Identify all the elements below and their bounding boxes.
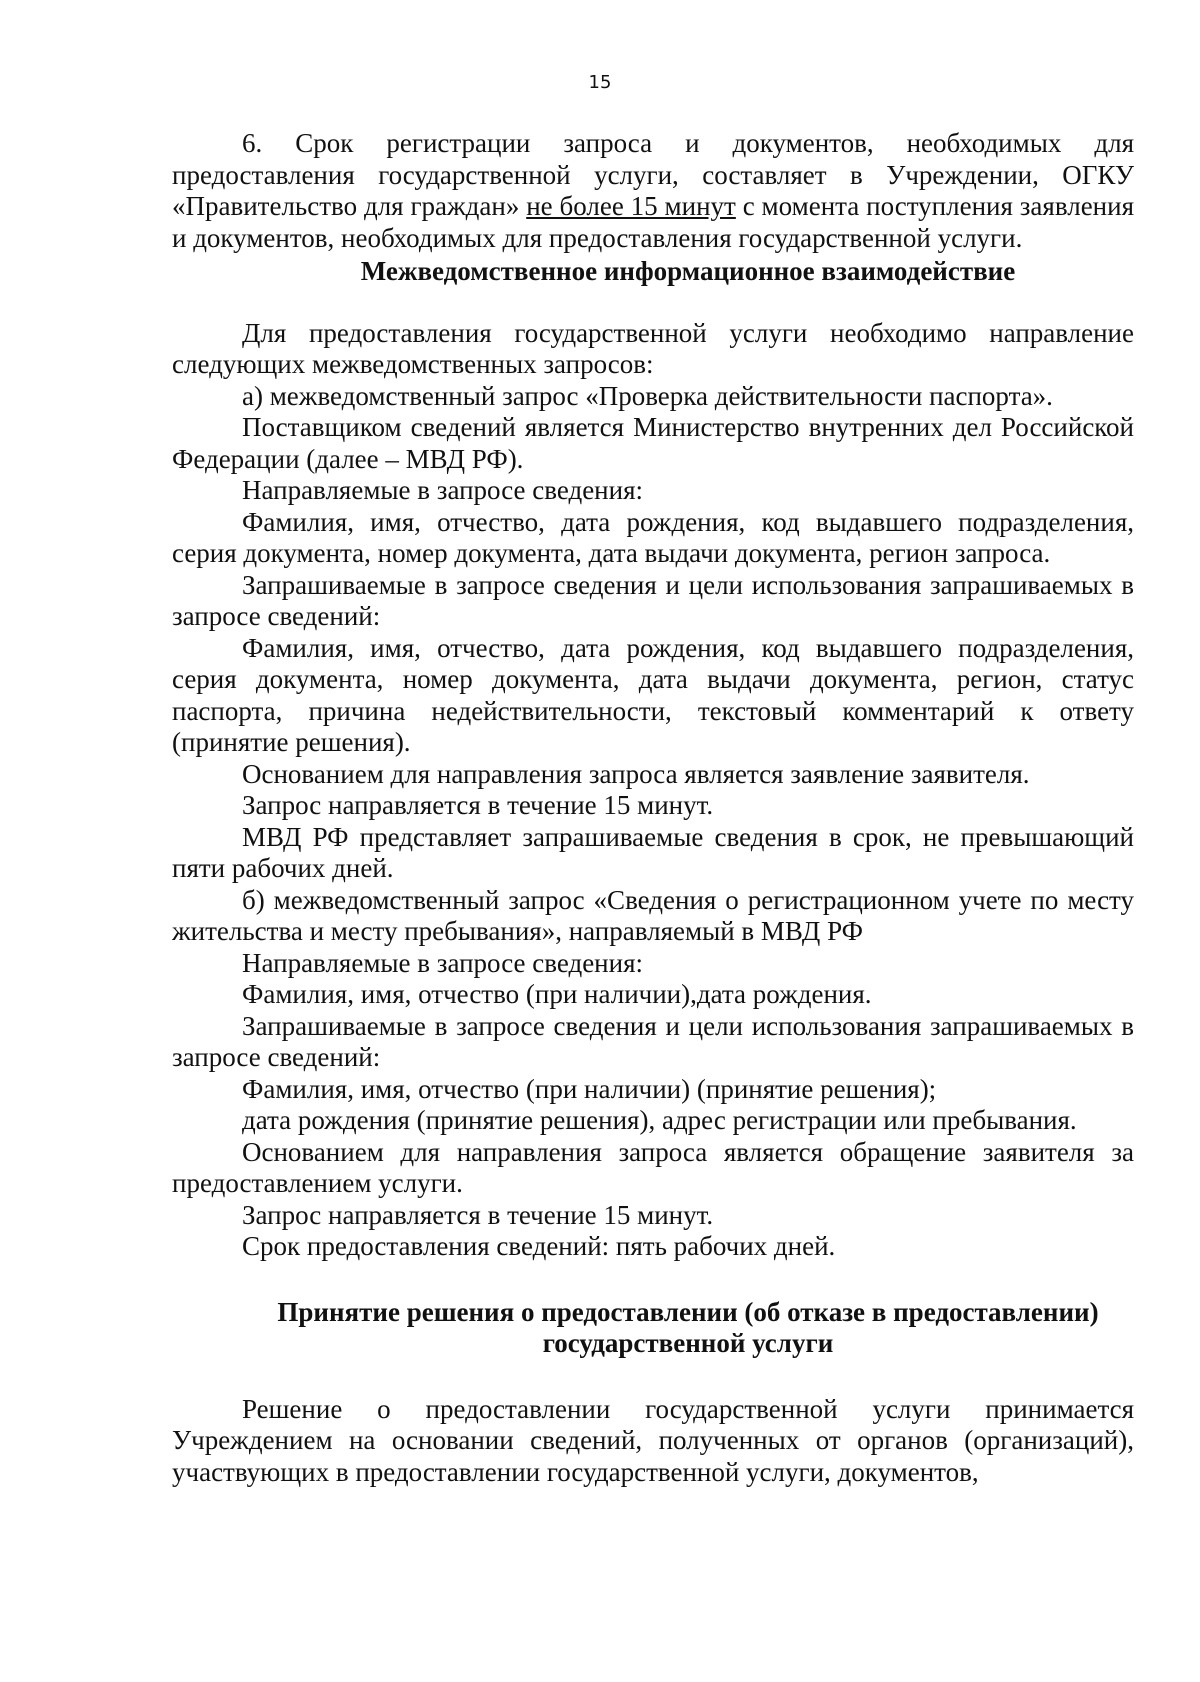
request-a-provider: Поставщиком сведений является Министерство внутренних дел Российской Федерации (далее – МВД РФ). [172, 412, 1134, 474]
request-b-timing: Запрос направляется в течение 15 минут. [242, 1199, 714, 1230]
request-a-sent-label: Направляемые в запросе сведения: [242, 475, 643, 505]
paragraph-6 [172, 128, 1134, 254]
request-a-sent-fields: Фамилия, имя, отчество, дата рождения, код выдавшего подразделения, серия документа, номер документа, дата выдачи документа, регион запроса. [172, 506, 1134, 568]
heading-decision: Принятие решения о предоставлении (об отказе в предоставлении) государственной услуги [277, 1296, 1099, 1358]
request-a-term: МВД РФ представляет запрашиваемые сведения в срок, не превышающий пяти рабочих дней. [172, 821, 1134, 883]
request-b-basis: Основанием для направления запроса является обращение заявителя за предоставлением услуги. [172, 1136, 1134, 1198]
request-b-requested-2: дата рождения (принятие решения), адрес регистрации или пребывания. [242, 1105, 1077, 1135]
request-b-requested-1: Фамилия, имя, отчество (при наличии) (принятие решения); [242, 1073, 937, 1104]
paragraph-6-start: 6. Срок регистрации запроса и документов, необходимых для предоставления государственной услуги, составляет в Учреждении, ОГКУ «Правительство для граждан» [172, 128, 1134, 221]
request-a-basis: Основанием для направления запроса является заявление заявителя. [242, 758, 1030, 789]
request-b-title: б) межведомственный запрос «Сведения о регистрационном учете по месту жительства и месту пребывания», направляемый в МВД РФ [172, 884, 1134, 946]
document-body [172, 128, 1134, 1488]
request-a-title: а) межведомственный запрос «Проверка действительности паспорта». [242, 380, 1053, 411]
decision-paragraph: Решение о предоставлении государственной услуги принимается Учреждением на основании сведений, полученных от органов (организаций), участвующих в предоставлении государственной услуги, документов, [172, 1393, 1134, 1487]
request-b-sent-fields: Фамилия, имя, отчество (при наличии),дата рождения. [242, 979, 872, 1009]
request-a-requested-label: Запрашиваемые в запросе сведения и цели использования запрашиваемых в запросе сведений: [172, 569, 1134, 631]
request-b-requested-label: Запрашиваемые в запросе сведения и цели использования запрашиваемых в запросе сведений: [172, 1010, 1134, 1072]
heading-interagency: Межведомственное информационное взаимодействие [360, 256, 1016, 286]
paragraph-6-end: с момента поступления заявления и документов, необходимых для предоставления государственной услуги. [172, 191, 1134, 253]
page-number: 15 [588, 72, 612, 93]
paragraph-6-deadline: не более 15 минут [526, 191, 736, 221]
request-b-term: Срок предоставления сведений: пять рабочих дней. [242, 1231, 836, 1261]
request-a-timing: Запрос направляется в течение 15 минут. [242, 790, 714, 820]
intro-paragraph: Для предоставления государственной услуги необходимо направление следующих межведомственных запросов: [172, 317, 1134, 379]
request-a-requested-fields: Фамилия, имя, отчество, дата рождения, код выдавшего подразделения, серия документа, номер документа, дата выдачи документа, регион, статус паспорта, причина недействительности, текстовый комментарий к ответу (принятие решения). [172, 632, 1134, 757]
request-b-sent-label: Направляемые в запросе сведения: [242, 947, 643, 978]
